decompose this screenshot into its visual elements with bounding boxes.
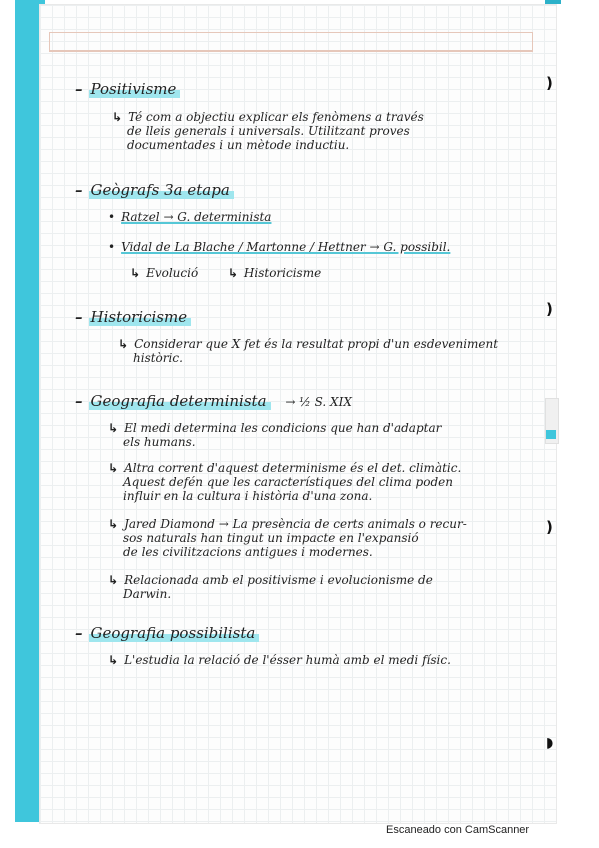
paragraph-historicisme: ↳ Considerar que X fet és la resultat propi d'un esdeveniment històric. [118, 337, 499, 365]
scanner-watermark: Escaneado con CamScanner [386, 824, 530, 836]
bullet-ratzel: • Ratzel → G. determinista [108, 210, 272, 224]
paragraph-determinista-2: ↳ Altra corrent d'aquest determinisme és el det. climàtic. Aquest defén que les característiques del clima poden influir en la cultura i història d'una zona. [108, 461, 462, 503]
paragraph-possibilista: ↳ L'estudia la relació de l'ésser humà amb el medi físic. [108, 653, 451, 667]
heading-historicisme: – Historicisme [75, 308, 191, 326]
paragraph-determinista-4: ↳ Relacionada amb el positivisme i evolucionisme de Darwin. [108, 573, 433, 601]
heading-geografs: – Geògrafs 3a etapa [75, 181, 234, 199]
paragraph-determinista-3: ↳ Jared Diamond → La presència de certs animals o recur- sos naturals han tingut un impacte en l'expansió de les civilitzacions antigues i modernes. [108, 517, 467, 559]
ring-hole-icon: ◗ [546, 735, 554, 751]
ring-hole-icon: ) [546, 74, 553, 92]
bullet-vidal: • Vidal de La Blache / Martonne / Hettner → G. possibil. [108, 240, 451, 254]
ring-hole-icon: ) [546, 300, 553, 318]
heading-determinista: – Geografia determinista → ½ S. XIX [75, 392, 352, 410]
ring-hole-icon: ) [546, 518, 553, 536]
paragraph-positivisme: ↳ Té com a objectiu explicar els fenòmens a través de lleis generals i universals. Utilitzant proves documentades i un mètode inductiu. [112, 110, 424, 152]
sub-items: ↳ Evolució ↳ Historicisme [130, 266, 322, 280]
heading-possibilista: – Geografia possibilista [75, 624, 259, 642]
tab-marker [546, 430, 556, 439]
heading-positivisme: – Positivisme [75, 80, 180, 98]
page-header-rule [49, 32, 533, 52]
paragraph-determinista-1: ↳ El medi determina les condicions que han d'adaptar els humans. [108, 421, 442, 449]
